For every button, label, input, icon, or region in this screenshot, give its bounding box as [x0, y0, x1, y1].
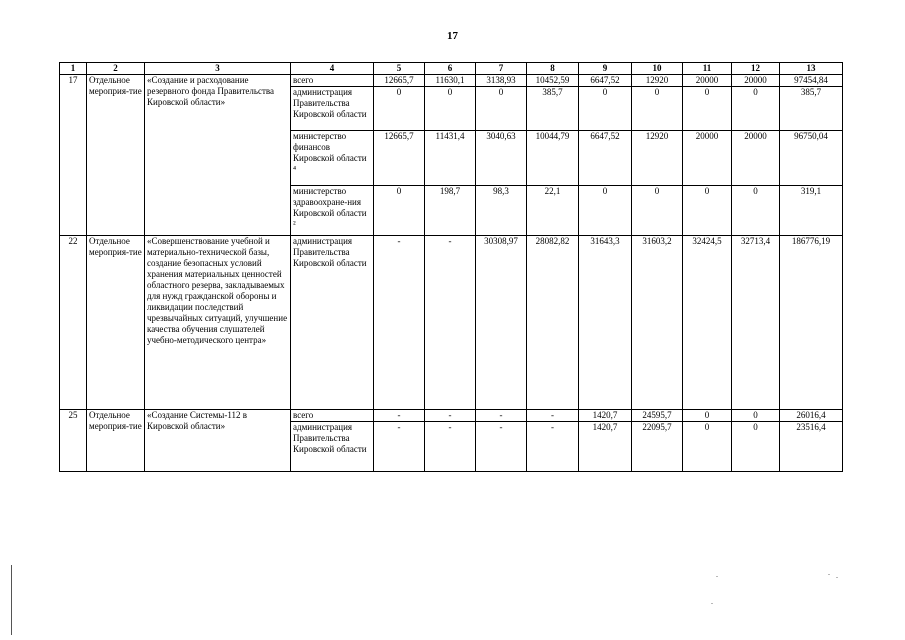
funding-source: администрация Правительства Кировской области	[291, 236, 374, 410]
value-cell: 385,7	[527, 87, 579, 131]
table-row	[60, 75, 843, 87]
value-cell: 32713,4	[732, 236, 780, 410]
value-cell: 22095,7	[632, 422, 683, 472]
column-header: 10	[632, 63, 683, 75]
column-header: 8	[527, 63, 579, 75]
value-cell: 0	[683, 87, 732, 131]
value-cell: 31643,3	[579, 236, 632, 410]
funding-source: министерство финансов Кировской области ⁴	[291, 131, 374, 186]
value-cell: 11431,4	[425, 131, 476, 186]
value-cell: 0	[732, 87, 780, 131]
column-header: 9	[579, 63, 632, 75]
value-cell: 32424,5	[683, 236, 732, 410]
scan-speck	[828, 574, 830, 575]
column-header: 2	[87, 63, 145, 75]
value-cell: 1420,7	[579, 410, 632, 422]
table-row	[60, 410, 843, 422]
value-cell: -	[425, 410, 476, 422]
value-cell: -	[425, 422, 476, 472]
value-cell: -	[374, 410, 425, 422]
page-number: 17	[447, 30, 458, 42]
value-cell: 0	[579, 186, 632, 236]
funding-source: администрация Правительства Кировской области	[291, 87, 374, 131]
column-header: 3	[145, 63, 291, 75]
value-cell: 12920	[632, 131, 683, 186]
value-cell: 0	[683, 422, 732, 472]
table-row	[60, 236, 843, 410]
measure-name: «Создание Системы-112 в Кировской области»	[145, 410, 291, 472]
value-cell: 22,1	[527, 186, 579, 236]
value-cell: -	[527, 410, 579, 422]
value-cell: 20000	[732, 131, 780, 186]
scan-speck	[836, 577, 838, 578]
value-cell: 97454,84	[780, 75, 843, 87]
value-cell: 0	[683, 410, 732, 422]
value-cell: 3138,93	[476, 75, 527, 87]
measure-type: Отдельное мероприя-тие	[87, 75, 145, 236]
value-cell: 30308,97	[476, 236, 527, 410]
value-cell: 10044,79	[527, 131, 579, 186]
value-cell: 3040,63	[476, 131, 527, 186]
funding-source: министерство здравоохране-ния Кировской области ²	[291, 186, 374, 236]
measure-name: «Совершенствование учебной и материально-технической базы, создание безопасных условий хранения материальных ценностей областного резерва, закладываемых для нужд гражданской обороны и ликвидации последствий чрезвычайных ситуаций, улучшение качества обучения слушателей учебно-методического центра»	[145, 236, 291, 410]
value-cell: 0	[374, 186, 425, 236]
budget-table	[59, 62, 843, 472]
row-number: 25	[60, 410, 87, 472]
value-cell: 385,7	[780, 87, 843, 131]
scan-speck	[716, 576, 718, 577]
value-cell: 6647,52	[579, 131, 632, 186]
value-cell: 23516,4	[780, 422, 843, 472]
column-header: 4	[291, 63, 374, 75]
row-number: 17	[60, 75, 87, 236]
value-cell: 31603,2	[632, 236, 683, 410]
column-header: 1	[60, 63, 87, 75]
value-cell: 0	[374, 87, 425, 131]
column-header: 12	[732, 63, 780, 75]
value-cell: 20000	[683, 131, 732, 186]
value-cell: 0	[632, 87, 683, 131]
value-cell: -	[527, 422, 579, 472]
value-cell: 20000	[683, 75, 732, 87]
value-cell: -	[374, 422, 425, 472]
measure-name: «Создание и расходование резервного фонда Правительства Кировской области»	[145, 75, 291, 236]
value-cell: -	[476, 410, 527, 422]
column-header: 6	[425, 63, 476, 75]
column-header: 11	[683, 63, 732, 75]
column-header: 5	[374, 63, 425, 75]
value-cell: 6647,52	[579, 75, 632, 87]
value-cell: 10452,59	[527, 75, 579, 87]
column-header: 7	[476, 63, 527, 75]
scan-edge-line	[11, 565, 12, 635]
value-cell: 28082,82	[527, 236, 579, 410]
value-cell: -	[425, 236, 476, 410]
scan-speck	[711, 603, 713, 604]
value-cell: 20000	[732, 75, 780, 87]
header-row	[60, 63, 843, 75]
value-cell: 319,1	[780, 186, 843, 236]
value-cell: 96750,04	[780, 131, 843, 186]
value-cell: 0	[476, 87, 527, 131]
measure-type: Отдельное мероприя-тие	[87, 236, 145, 410]
row-number: 22	[60, 236, 87, 410]
value-cell: -	[374, 236, 425, 410]
value-cell: -	[476, 422, 527, 472]
value-cell: 12920	[632, 75, 683, 87]
value-cell: 0	[732, 186, 780, 236]
value-cell: 24595,7	[632, 410, 683, 422]
value-cell: 0	[425, 87, 476, 131]
value-cell: 1420,7	[579, 422, 632, 472]
value-cell: 198,7	[425, 186, 476, 236]
value-cell: 11630,1	[425, 75, 476, 87]
value-cell: 0	[683, 186, 732, 236]
value-cell: 12665,7	[374, 75, 425, 87]
value-cell: 26016,4	[780, 410, 843, 422]
value-cell: 12665,7	[374, 131, 425, 186]
value-cell: 0	[579, 87, 632, 131]
measure-type: Отдельное мероприя-тие	[87, 410, 145, 472]
funding-source: всего	[291, 75, 374, 87]
funding-source: администрация Правительства Кировской области	[291, 422, 374, 472]
column-header: 13	[780, 63, 843, 75]
value-cell: 0	[732, 422, 780, 472]
value-cell: 0	[632, 186, 683, 236]
value-cell: 0	[732, 410, 780, 422]
value-cell: 98,3	[476, 186, 527, 236]
funding-source: всего	[291, 410, 374, 422]
value-cell: 186776,19	[780, 236, 843, 410]
